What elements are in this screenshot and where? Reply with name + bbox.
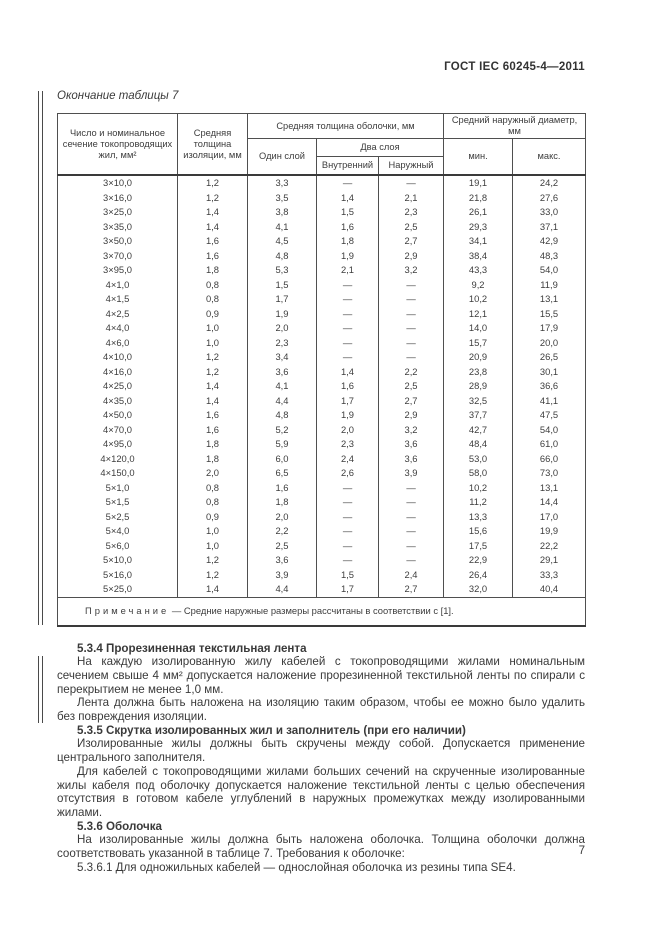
table-cell: 15,7 bbox=[444, 336, 513, 351]
table-cell: 40,4 bbox=[513, 582, 586, 597]
table-cell: 29,3 bbox=[444, 220, 513, 235]
table-row bbox=[58, 175, 586, 191]
paragraph: Изолированные жилы должны быть скручены между собой. Допускается применение центрального заполнителя. bbox=[57, 737, 585, 765]
table-cell: — bbox=[317, 278, 379, 293]
table-cell: 28,9 bbox=[444, 379, 513, 394]
table-cell: — bbox=[379, 175, 444, 191]
table-cell: 1,8 bbox=[178, 452, 248, 467]
table-cell: — bbox=[317, 553, 379, 568]
table-cell: 1,6 bbox=[178, 249, 248, 264]
table-cell: 0,9 bbox=[178, 510, 248, 525]
table-cell: 37,7 bbox=[444, 408, 513, 423]
table-cell: 15,6 bbox=[444, 524, 513, 539]
table-cell: 0,9 bbox=[178, 307, 248, 322]
cable-dimensions-table bbox=[57, 113, 586, 627]
table-cell: 5×16,0 bbox=[58, 568, 178, 583]
table-cell: 3,4 bbox=[248, 350, 317, 365]
table-cell: 1,4 bbox=[317, 191, 379, 206]
table-cell: 2,4 bbox=[379, 568, 444, 583]
table-cell: 4×1,5 bbox=[58, 292, 178, 307]
table-cell: 1,5 bbox=[248, 278, 317, 293]
table-cell: 2,0 bbox=[178, 466, 248, 481]
table-row bbox=[58, 481, 586, 496]
table-row bbox=[58, 307, 586, 322]
body-text bbox=[57, 642, 585, 875]
table-cell: 5×2,5 bbox=[58, 510, 178, 525]
table-row bbox=[58, 336, 586, 351]
table-cell: — bbox=[379, 495, 444, 510]
table-cell: 20,9 bbox=[444, 350, 513, 365]
table-cell: — bbox=[317, 350, 379, 365]
col-header-max: макс. bbox=[513, 139, 586, 176]
table-cell: 3×25,0 bbox=[58, 205, 178, 220]
table-cell: 2,2 bbox=[379, 365, 444, 380]
table-row bbox=[58, 365, 586, 380]
table-cell: 1,6 bbox=[178, 423, 248, 438]
section-heading-5-3-5: 5.3.5 Скрутка изолированных жил и заполнитель (при его наличии) bbox=[77, 723, 466, 737]
table-row bbox=[58, 452, 586, 467]
table-cell: 22,2 bbox=[513, 539, 586, 554]
table-cell: 42,7 bbox=[444, 423, 513, 438]
table-cell: 14,0 bbox=[444, 321, 513, 336]
table-cell: — bbox=[379, 292, 444, 307]
table-row bbox=[58, 191, 586, 206]
paragraph: На каждую изолированную жилу кабелей с токопроводящими жилами номинальным сечением свыше 4 мм² допускается наложение прорезиненной текстильной ленты по спирали с перекрытием не менее 1,0 мм. bbox=[57, 655, 585, 696]
table-cell: 0,8 bbox=[178, 278, 248, 293]
col-header-outer: Наружный bbox=[379, 157, 444, 176]
page-content bbox=[57, 0, 585, 874]
table-cell: 3×16,0 bbox=[58, 191, 178, 206]
table-cell: 4×70,0 bbox=[58, 423, 178, 438]
table-cell: 38,4 bbox=[444, 249, 513, 264]
table-cell: 3,2 bbox=[379, 263, 444, 278]
table-cell: 6,5 bbox=[248, 466, 317, 481]
table-row bbox=[58, 568, 586, 583]
table-row bbox=[58, 234, 586, 249]
table-cell: 1,7 bbox=[317, 582, 379, 597]
table-cell: 5,9 bbox=[248, 437, 317, 452]
table-caption: Окончание таблицы 7 bbox=[57, 90, 179, 102]
table-note-section bbox=[58, 597, 586, 626]
table-cell: 13,3 bbox=[444, 510, 513, 525]
table-cell: 32,5 bbox=[444, 394, 513, 409]
table-cell: 5×4,0 bbox=[58, 524, 178, 539]
table-cell: 2,3 bbox=[379, 205, 444, 220]
table-cell: 2,0 bbox=[248, 321, 317, 336]
table-row bbox=[58, 350, 586, 365]
table-cell: 19,9 bbox=[513, 524, 586, 539]
table-cell: — bbox=[317, 495, 379, 510]
table-cell: 4,8 bbox=[248, 408, 317, 423]
table-cell: 5×10,0 bbox=[58, 553, 178, 568]
paragraph: Лента должна быть наложена на изоляцию таким образом, чтобы ее можно было удалить без повреждения изоляции. bbox=[57, 696, 585, 724]
table-cell: 4×10,0 bbox=[58, 350, 178, 365]
table-cell: 1,4 bbox=[178, 394, 248, 409]
table-cell: — bbox=[317, 510, 379, 525]
table-cell: 2,3 bbox=[317, 437, 379, 452]
table-cell: 4×25,0 bbox=[58, 379, 178, 394]
table-cell: — bbox=[317, 539, 379, 554]
table-cell: 1,2 bbox=[178, 350, 248, 365]
table-cell: 1,5 bbox=[317, 568, 379, 583]
table-cell: 2,7 bbox=[379, 234, 444, 249]
table-header bbox=[58, 114, 586, 176]
table-cell: 0,8 bbox=[178, 481, 248, 496]
table-cell: 4×4,0 bbox=[58, 321, 178, 336]
table-cell: 1,2 bbox=[178, 568, 248, 583]
table-cell: 4×2,5 bbox=[58, 307, 178, 322]
table-cell: 43,3 bbox=[444, 263, 513, 278]
table-cell: 1,0 bbox=[178, 539, 248, 554]
table-cell: 14,4 bbox=[513, 495, 586, 510]
table-cell: 1,6 bbox=[317, 379, 379, 394]
table-cell: 1,4 bbox=[178, 205, 248, 220]
paragraph: На изолированные жилы должна быть наложена оболочка. Толщина оболочки должна соответствовать указанной в таблице 7. Требования к оболочке: bbox=[57, 833, 585, 861]
table-cell: 1,8 bbox=[178, 437, 248, 452]
standard-reference-header: ГОСТ IEC 60245-4—2011 bbox=[444, 61, 585, 73]
table-cell: 41,1 bbox=[513, 394, 586, 409]
table-cell: — bbox=[379, 307, 444, 322]
table-row bbox=[58, 582, 586, 597]
table-cell: 2,6 bbox=[317, 466, 379, 481]
table-cell: 2,9 bbox=[379, 408, 444, 423]
table-cell: 4×50,0 bbox=[58, 408, 178, 423]
change-bar bbox=[38, 91, 43, 625]
table-cell: 1,2 bbox=[178, 365, 248, 380]
table-cell: 32,0 bbox=[444, 582, 513, 597]
table-cell: 19,1 bbox=[444, 175, 513, 191]
table-cell: — bbox=[379, 321, 444, 336]
table-cell: 36,6 bbox=[513, 379, 586, 394]
table-cell: 1,4 bbox=[178, 582, 248, 597]
table-cell: 3,6 bbox=[248, 553, 317, 568]
table-cell: — bbox=[379, 336, 444, 351]
table-cell: 2,0 bbox=[317, 423, 379, 438]
table-cell: — bbox=[317, 292, 379, 307]
table-cell: 11,9 bbox=[513, 278, 586, 293]
table-cell: 5×25,0 bbox=[58, 582, 178, 597]
table-cell: 1,0 bbox=[178, 524, 248, 539]
table-cell: 11,2 bbox=[444, 495, 513, 510]
table-cell: 2,0 bbox=[248, 510, 317, 525]
table-cell: 2,3 bbox=[248, 336, 317, 351]
table-cell: 1,4 bbox=[317, 365, 379, 380]
table-cell: 1,8 bbox=[178, 263, 248, 278]
group-header-sheath-thickness: Средняя толщина оболочки, мм bbox=[248, 114, 444, 139]
table-cell: 33,3 bbox=[513, 568, 586, 583]
table-cell: — bbox=[317, 175, 379, 191]
table-cell: 3,6 bbox=[379, 437, 444, 452]
table-cell: 5,2 bbox=[248, 423, 317, 438]
paragraph: Для кабелей с токопроводящими жилами больших сечений на скрученные изолированные жилы кабеля под оболочку допускается наложение текстильной ленты с целью обеспечения отсутствия в готовом кабеле углублений в наружных промежутках между изолированными жилами. bbox=[57, 764, 585, 819]
table-row bbox=[58, 394, 586, 409]
table-cell: 4,4 bbox=[248, 394, 317, 409]
table-cell: 20,0 bbox=[513, 336, 586, 351]
table-cell: 2,7 bbox=[379, 582, 444, 597]
table-cell: 42,9 bbox=[513, 234, 586, 249]
table-cell: 4×120,0 bbox=[58, 452, 178, 467]
table-cell: — bbox=[317, 321, 379, 336]
table-cell: 1,4 bbox=[178, 379, 248, 394]
table-cell: — bbox=[379, 524, 444, 539]
note-label: Примечание bbox=[85, 605, 170, 616]
table-cell: 10,2 bbox=[444, 292, 513, 307]
table-cell: 1,5 bbox=[317, 205, 379, 220]
table-cell: 2,2 bbox=[248, 524, 317, 539]
table-cell: 3,5 bbox=[248, 191, 317, 206]
table-row bbox=[58, 553, 586, 568]
table-cell: 37,1 bbox=[513, 220, 586, 235]
table-cell: 30,1 bbox=[513, 365, 586, 380]
table-cell: 0,8 bbox=[178, 495, 248, 510]
page-number: 7 bbox=[578, 845, 585, 857]
table-cell: 3,3 bbox=[248, 175, 317, 191]
table-cell: 5,3 bbox=[248, 263, 317, 278]
table-cell: — bbox=[379, 510, 444, 525]
table-row bbox=[58, 205, 586, 220]
table-cell: 5×1,0 bbox=[58, 481, 178, 496]
table-cell: 3×95,0 bbox=[58, 263, 178, 278]
table-row bbox=[58, 437, 586, 452]
table-cell: — bbox=[317, 336, 379, 351]
table-body bbox=[58, 175, 586, 597]
table-cell: 6,0 bbox=[248, 452, 317, 467]
table-cell: 17,5 bbox=[444, 539, 513, 554]
table-cell: 2,7 bbox=[379, 394, 444, 409]
table-cell: 4×16,0 bbox=[58, 365, 178, 380]
table-cell: 1,4 bbox=[178, 220, 248, 235]
table-row bbox=[58, 249, 586, 264]
table-cell: 27,6 bbox=[513, 191, 586, 206]
table-cell: — bbox=[379, 350, 444, 365]
table-cell: 5×1,5 bbox=[58, 495, 178, 510]
table-row bbox=[58, 510, 586, 525]
table-cell: 13,1 bbox=[513, 292, 586, 307]
table-row bbox=[58, 379, 586, 394]
table-cell: 3×70,0 bbox=[58, 249, 178, 264]
table-cell: — bbox=[379, 278, 444, 293]
table-cell: — bbox=[379, 553, 444, 568]
table-note-row bbox=[58, 597, 586, 626]
change-bar bbox=[38, 656, 43, 723]
table-cell: 4,1 bbox=[248, 220, 317, 235]
table-cell: 15,5 bbox=[513, 307, 586, 322]
table-cell: 3,9 bbox=[248, 568, 317, 583]
table-row bbox=[58, 524, 586, 539]
table-cell: 1,0 bbox=[178, 336, 248, 351]
table-cell: — bbox=[379, 481, 444, 496]
table-cell: 4×150,0 bbox=[58, 466, 178, 481]
table-cell: 26,1 bbox=[444, 205, 513, 220]
table-row bbox=[58, 220, 586, 235]
table-cell: 4×35,0 bbox=[58, 394, 178, 409]
table-cell: — bbox=[379, 539, 444, 554]
table-cell: 1,6 bbox=[178, 234, 248, 249]
table-cell: 3,6 bbox=[248, 365, 317, 380]
section-heading-5-3-6: 5.3.6 Оболочка bbox=[77, 819, 162, 833]
table-cell: 54,0 bbox=[513, 263, 586, 278]
table-cell: 1,2 bbox=[178, 175, 248, 191]
group-header-two-layers: Два слоя bbox=[317, 139, 444, 157]
table-cell: 22,9 bbox=[444, 553, 513, 568]
table-row bbox=[58, 321, 586, 336]
table-cell: 3×35,0 bbox=[58, 220, 178, 235]
table-cell: 10,2 bbox=[444, 481, 513, 496]
table-cell: 9,2 bbox=[444, 278, 513, 293]
changed-paragraphs-group bbox=[57, 655, 585, 724]
table-cell: 3,2 bbox=[379, 423, 444, 438]
note-text: — Средние наружные размеры рассчитаны в соответствии с [1]. bbox=[171, 605, 454, 616]
table-cell: 1,7 bbox=[317, 394, 379, 409]
table-cell: 2,1 bbox=[379, 191, 444, 206]
table-cell: 4×95,0 bbox=[58, 437, 178, 452]
section-heading-5-3-4: 5.3.4 Прорезиненная текстильная лента bbox=[77, 641, 307, 655]
table-cell: 1,6 bbox=[317, 220, 379, 235]
table-cell: 13,1 bbox=[513, 481, 586, 496]
table-cell: 21,8 bbox=[444, 191, 513, 206]
table-cell: 3,9 bbox=[379, 466, 444, 481]
table-cell: 1,9 bbox=[317, 249, 379, 264]
table-cell: 1,8 bbox=[317, 234, 379, 249]
table-cell: 1,9 bbox=[317, 408, 379, 423]
table-cell: 17,9 bbox=[513, 321, 586, 336]
table-cell: 4,8 bbox=[248, 249, 317, 264]
table-cell: 1,8 bbox=[248, 495, 317, 510]
table-cell: 1,6 bbox=[248, 481, 317, 496]
table-note-cell bbox=[58, 597, 586, 626]
table-cell: 33,0 bbox=[513, 205, 586, 220]
table-cell: 48,4 bbox=[444, 437, 513, 452]
table-cell: 66,0 bbox=[513, 452, 586, 467]
table-cell: 1,7 bbox=[248, 292, 317, 307]
col-header-one-layer: Один слой bbox=[248, 139, 317, 176]
table-cell: 29,1 bbox=[513, 553, 586, 568]
table-cell: — bbox=[317, 524, 379, 539]
table-cell: 17,0 bbox=[513, 510, 586, 525]
table-row bbox=[58, 278, 586, 293]
col-header-conductors: Число и номинальное сечение токопроводящих жил, мм² bbox=[58, 114, 178, 176]
col-header-inner: Внутренний bbox=[317, 157, 379, 176]
table-7-block bbox=[57, 90, 585, 627]
table-cell: 1,2 bbox=[178, 191, 248, 206]
group-header-outer-diameter: Средний наружный диаметр, мм bbox=[444, 114, 586, 139]
paragraph: 5.3.6.1 Для одножильных кабелей — однослойная оболочка из резины типа SE4. bbox=[77, 860, 516, 874]
table-cell: — bbox=[317, 307, 379, 322]
table-cell: 1,9 bbox=[248, 307, 317, 322]
table-cell: 23,8 bbox=[444, 365, 513, 380]
table-cell: 54,0 bbox=[513, 423, 586, 438]
table-cell: 34,1 bbox=[444, 234, 513, 249]
table-cell: 1,6 bbox=[178, 408, 248, 423]
table-cell: 26,4 bbox=[444, 568, 513, 583]
table-cell: 73,0 bbox=[513, 466, 586, 481]
table-cell: 47,5 bbox=[513, 408, 586, 423]
table-row bbox=[58, 466, 586, 481]
table-cell: 0,8 bbox=[178, 292, 248, 307]
table-cell: — bbox=[317, 481, 379, 496]
table-cell: 53,0 bbox=[444, 452, 513, 467]
table-cell: 1,0 bbox=[178, 321, 248, 336]
table-cell: 2,1 bbox=[317, 263, 379, 278]
table-cell: 5×6,0 bbox=[58, 539, 178, 554]
table-cell: 48,3 bbox=[513, 249, 586, 264]
table-cell: 2,5 bbox=[248, 539, 317, 554]
table-cell: 12,1 bbox=[444, 307, 513, 322]
table-row bbox=[58, 495, 586, 510]
table-cell: 1,2 bbox=[178, 553, 248, 568]
table-row bbox=[58, 292, 586, 307]
table-cell: 3×10,0 bbox=[58, 175, 178, 191]
table-cell: 26,5 bbox=[513, 350, 586, 365]
table-cell: 3,6 bbox=[379, 452, 444, 467]
col-header-min: мин. bbox=[444, 139, 513, 176]
table-cell: 61,0 bbox=[513, 437, 586, 452]
table-cell: 2,5 bbox=[379, 379, 444, 394]
table-cell: 4,1 bbox=[248, 379, 317, 394]
table-cell: 2,5 bbox=[379, 220, 444, 235]
table-cell: 4×6,0 bbox=[58, 336, 178, 351]
table-cell: 58,0 bbox=[444, 466, 513, 481]
table-row bbox=[58, 263, 586, 278]
table-cell: 4,4 bbox=[248, 582, 317, 597]
table-row bbox=[58, 539, 586, 554]
table-cell: 24,2 bbox=[513, 175, 586, 191]
table-row bbox=[58, 423, 586, 438]
table-cell: 2,4 bbox=[317, 452, 379, 467]
col-header-insulation: Средняя толщина изоляции, мм bbox=[178, 114, 248, 176]
table-cell: 3,8 bbox=[248, 205, 317, 220]
table-cell: 4,5 bbox=[248, 234, 317, 249]
table-row bbox=[58, 408, 586, 423]
table-cell: 3×50,0 bbox=[58, 234, 178, 249]
table-cell: 4×1,0 bbox=[58, 278, 178, 293]
table-cell: 2,9 bbox=[379, 249, 444, 264]
